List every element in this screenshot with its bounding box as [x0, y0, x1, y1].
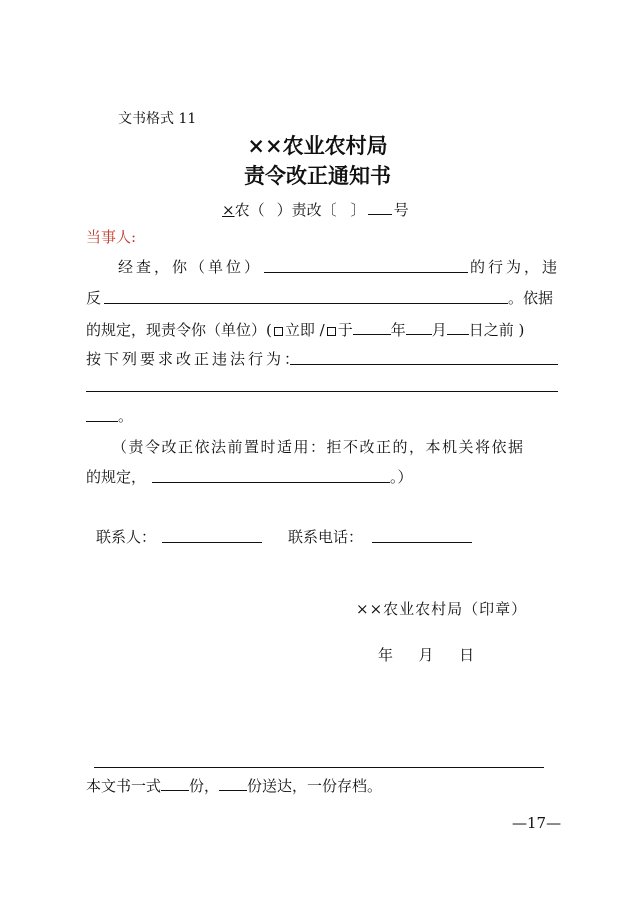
blank-unit-behavior[interactable]	[264, 272, 468, 273]
para1-line3	[86, 318, 524, 340]
blank-violated-law[interactable]	[104, 303, 508, 304]
checkbox-immediate[interactable]	[274, 327, 283, 336]
para2-line1: （责令改正依法前置时适用：拒不改正的，本机关将依据	[112, 438, 525, 456]
party-label: 当事人:	[86, 228, 137, 246]
para2-line2-end: 。）	[390, 468, 413, 486]
doc-number-part4: 号	[393, 201, 409, 219]
doc-number-part1: 农（	[234, 201, 265, 219]
blank-copies-total[interactable]	[161, 774, 189, 791]
blank-month[interactable]	[406, 318, 432, 335]
footer-copies	[86, 774, 382, 796]
contact-person-field[interactable]	[162, 542, 262, 543]
footer-divider	[94, 767, 544, 768]
blank-copies-served[interactable]	[219, 774, 247, 791]
footer-copies-a: 本文书一式	[86, 777, 162, 795]
para2-line2-start: 的规定，	[86, 468, 147, 486]
blank-day[interactable]	[447, 318, 469, 335]
blank-requirements-2[interactable]	[86, 391, 558, 392]
signature-org-seal: ××农业农村局（印章）	[356, 600, 528, 618]
footer-copies-c: 份送达，一份存档。	[247, 777, 383, 795]
blank-refusal-law[interactable]	[152, 482, 390, 483]
blank-requirements-3[interactable]	[86, 421, 118, 422]
para1-line1-end: 的行为，违	[470, 258, 561, 276]
footer-copies-b: 份，	[189, 777, 220, 795]
doc-number	[222, 198, 409, 220]
doc-number-x: ×	[222, 201, 235, 219]
contact-phone-field[interactable]	[372, 542, 472, 543]
para1-line2-end: 。依据	[508, 289, 554, 307]
blank-requirements-1[interactable]	[290, 364, 558, 365]
para1-line3-d: 年	[390, 321, 406, 339]
contact-phone-label: 联系电话：	[288, 528, 364, 546]
para1-line1-start: 经查，你（单位）	[118, 258, 263, 276]
para1-line6-end: 。	[118, 407, 134, 425]
para1-line3-e: 月	[431, 321, 447, 339]
doc-number-blank[interactable]	[368, 198, 392, 215]
doc-number-part2: ）责改〔	[276, 201, 337, 219]
para1-line3-f: 日之前 )	[468, 321, 525, 339]
para1-line4: 按下列要求改正违法行为：	[86, 350, 303, 368]
para1-line3-b: 立即 /	[284, 321, 325, 339]
page-title-doc: 责令改正通知书	[244, 163, 391, 188]
page-number: —17—	[512, 814, 562, 832]
para1-line2-start: 反	[86, 289, 102, 307]
doc-number-part3: 〕	[350, 201, 366, 219]
page-title-org: ××农业农村局	[247, 133, 388, 158]
format-label: 文书格式 11	[118, 111, 197, 127]
checkbox-deadline[interactable]	[327, 327, 336, 336]
para1-line3-a: 的规定，现责令你（单位）(	[86, 321, 272, 339]
para1-line3-c: 于	[337, 321, 353, 339]
contact-person-label: 联系人：	[96, 528, 157, 546]
blank-year[interactable]	[353, 318, 391, 335]
signature-date: 年 月 日	[378, 646, 475, 664]
